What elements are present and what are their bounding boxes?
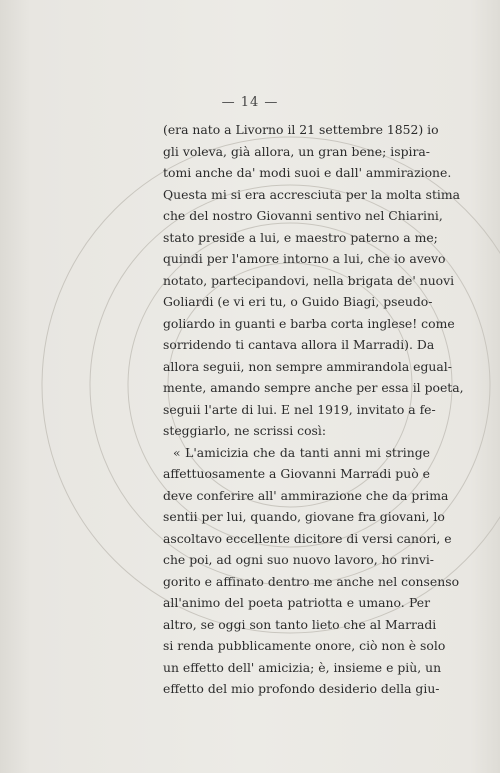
quote-line: che poi, ad ogni suo nuovo lavoro, ho rinvi-: [163, 552, 434, 567]
text-line: stato preside a lui, e maestro paterno a me;: [163, 229, 438, 245]
text-line: sorridendo ti cantava allora il Marradi). Da: [163, 337, 435, 352]
text-line: tomi anche da' modi suoi e dall' ammirazione.: [163, 165, 452, 180]
quote-line: all'animo del poeta patriotta e umano. Per: [163, 595, 430, 610]
text-line: Questa mi si era accresciuta per la molta stima: [163, 186, 461, 202]
quote-line: si renda pubblicamente onore, ciò non è solo: [163, 638, 446, 653]
text-line: gli voleva, già allora, un gran bene; ispira-: [163, 143, 430, 159]
body-text: [163, 119, 464, 700]
quote-line: altro, se oggi son tanto lieto che al Marradi: [163, 616, 437, 632]
text-line: allora seguii, non sempre ammirandola egual-: [163, 358, 452, 374]
quote-line: « L'amicizia che da tanti anni mi stringe: [173, 444, 430, 460]
text-line: notato, partecipandovi, nella brigata de' nuovi: [163, 272, 455, 288]
text-line: quindi per l'amore intorno a lui, che io avevo: [163, 251, 446, 266]
quote-line: gorito e affinato dentro me anche nel consenso: [163, 573, 460, 589]
text-line: Goliardi (e vi eri tu, o Guido Biagi, pseudo-: [163, 294, 433, 309]
text-line: seguii l'arte di lui. E nel 1919, invitato a fe-: [163, 401, 436, 417]
quote-line: effetto del mio profondo desiderio della giu-: [163, 681, 440, 696]
text-line: goliardo in guanti e barba corta inglese! come: [163, 315, 455, 331]
text-line: che del nostro Giovanni sentivo nel Chiarini,: [163, 208, 443, 223]
text-line: steggiarlo, ne scrissi così:: [163, 423, 327, 438]
quote-line: affettuosamente a Giovanni Marradi può e: [163, 466, 430, 481]
page-number: — 14 —: [221, 95, 279, 110]
quote-line: sentii per lui, quando, giovane fra giovani, lo: [163, 509, 445, 524]
quote-line: ascoltavo eccellente dicitore di versi canori, e: [163, 530, 452, 546]
quote-line: deve conferire all' ammirazione che da prima: [163, 487, 449, 503]
text-line: (era nato a Livorno il 21 settembre 1852) io: [163, 122, 439, 137]
quote-line: un effetto dell' amicizia; è, insieme e più, un: [163, 659, 442, 675]
text-line: mente, amando sempre anche per essa il poeta,: [163, 380, 464, 395]
